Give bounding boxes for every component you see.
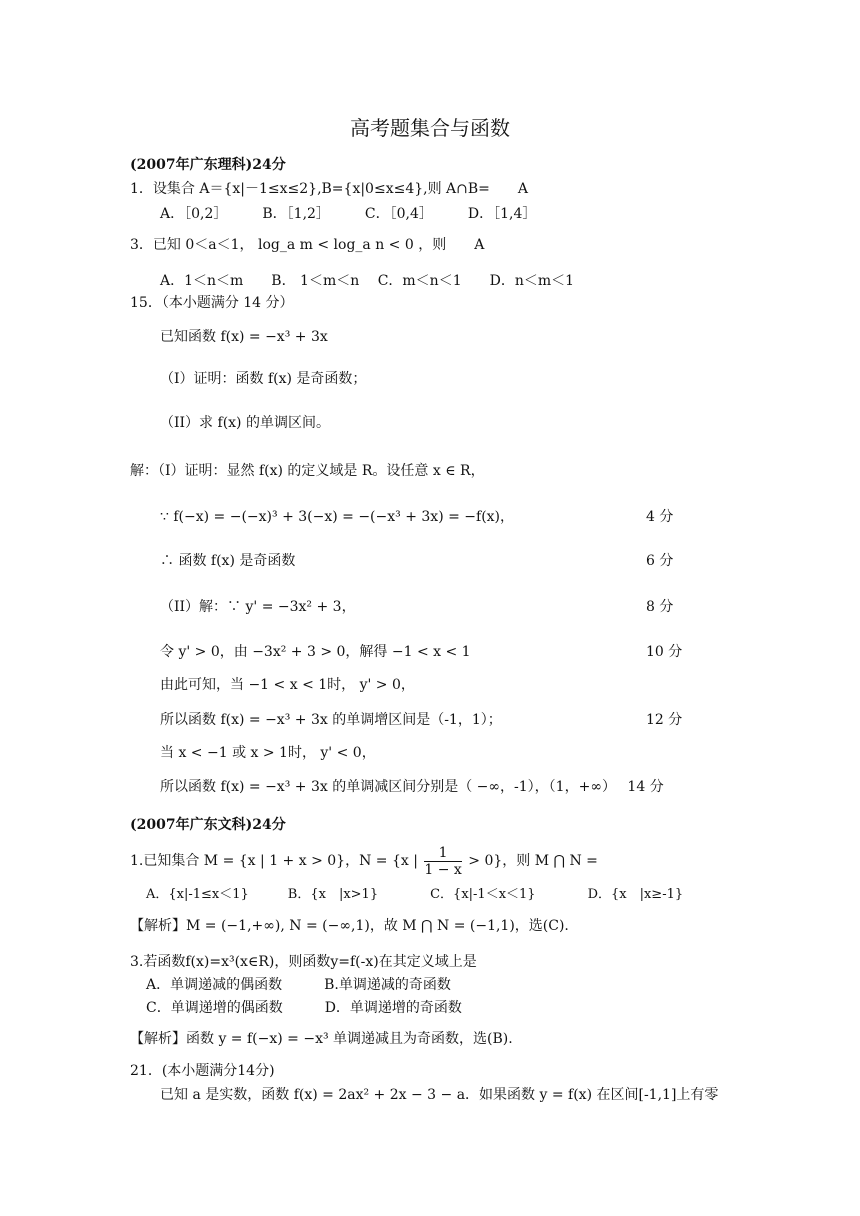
step-score: 6 分 — [646, 553, 674, 569]
question-1-options: A．［0,2］ B．［1,2］ C．［0,4］ D．［1,4］ — [160, 206, 537, 222]
section-header-science: (2007年广东理科)24分 — [130, 157, 286, 173]
fraction-numerator: 1 — [424, 845, 461, 862]
fraction-denominator: 1 − x — [424, 861, 462, 878]
question-3-stem: 3．已知 0＜a＜1， log_a m < log_a n < 0 ，则 A — [130, 237, 485, 253]
question-15-given: 已知函数 f(x) = −x³ + 3x — [160, 329, 328, 345]
page-title: 高考题集合与函数 — [350, 116, 510, 140]
solution-step: 当 x < −1 或 x > 1时， y' < 0， — [160, 745, 376, 761]
arts-question-1-options: A．{x|-1≤x＜1} B．{x |x>1} C．{x|-1＜x＜1} D．{x |x≥-1} — [146, 887, 684, 902]
solution-step: 所以函数 f(x) = −x³ + 3x 的单调增区间是（-1，1）； — [160, 712, 502, 728]
solution-step: 令 y' > 0，由 −3x² + 3 > 0，解得 −1 < x < 1 — [160, 644, 471, 660]
step-score: 12 分 — [646, 712, 683, 728]
fraction — [424, 845, 461, 878]
question-15-part2: （II）求 f(x) 的单调区间。 — [160, 415, 330, 431]
arts-question-21-stem: 已知 a 是实数，函数 f(x) = 2ax² + 2x − 3 − a．如果函数 y = f(x) 在区间[-1,1]上有零 — [160, 1087, 719, 1103]
step-score: 10 分 — [646, 644, 683, 660]
step-score: 8 分 — [646, 599, 674, 615]
question-15-part1: （I）证明：函数 f(x) 是奇函数； — [160, 371, 367, 387]
arts-question-3-options-row1: A．单调递减的偶函数 B.单调递减的奇函数 — [146, 977, 451, 993]
solution-step: ∵ f(−x) = −(−x)³ + 3(−x) = −(−x³ + 3x) = −f(x)， — [160, 509, 515, 525]
question-3-options: A．1＜n＜m B． 1＜m＜n C．m＜n＜1 D．n＜m＜1 — [160, 273, 575, 289]
arts-question-1-analysis: 【解析】M = (−1,+∞), N = (−∞,1)，故 M ⋂ N = (−1,1)，选(C). — [130, 918, 569, 934]
question-15-header: 15．（本小题满分 14 分） — [130, 295, 294, 311]
stem-part-b: > 0}，则 M ⋂ N = — [468, 853, 598, 869]
question-1-stem: 1．设集合 A＝{x|－1≤x≤2},B={x|0≤x≤4},则 A∩B= A — [130, 181, 529, 197]
solution-step: ∴ 函数 f(x) 是奇函数 — [160, 553, 296, 569]
step-score: 4 分 — [646, 509, 674, 525]
arts-question-21-header: 21．(本小题满分14分) — [130, 1063, 275, 1079]
arts-question-1-stem — [130, 842, 598, 880]
section-header-arts: (2007年广东文科)24分 — [130, 817, 286, 833]
solution-intro: 解：（I）证明：显然 f(x) 的定义域是 R。设任意 x ∈ R， — [130, 463, 485, 479]
solution-step: （II）解：∵ y' = −3x² + 3， — [160, 599, 356, 615]
solution-step: 所以函数 f(x) = −x³ + 3x 的单调减区间分别是（ −∞，-1），（1，+∞） 14 分 — [160, 779, 664, 795]
stem-part-a: 1.已知集合 M = {x | 1 + x > 0}，N = {x | — [130, 853, 418, 869]
arts-question-3-analysis: 【解析】函数 y = f(−x) = −x³ 单调递减且为奇函数，选(B). — [130, 1031, 513, 1047]
arts-question-3-stem: 3.若函数f(x)=x³(x∈R)，则函数y=f(-x)在其定义域上是 — [130, 954, 477, 970]
arts-question-3-options-row2: C．单调递增的偶函数 D．单调递增的奇函数 — [146, 1000, 462, 1016]
solution-step: 由此可知，当 −1 < x < 1时， y' > 0， — [160, 677, 415, 693]
